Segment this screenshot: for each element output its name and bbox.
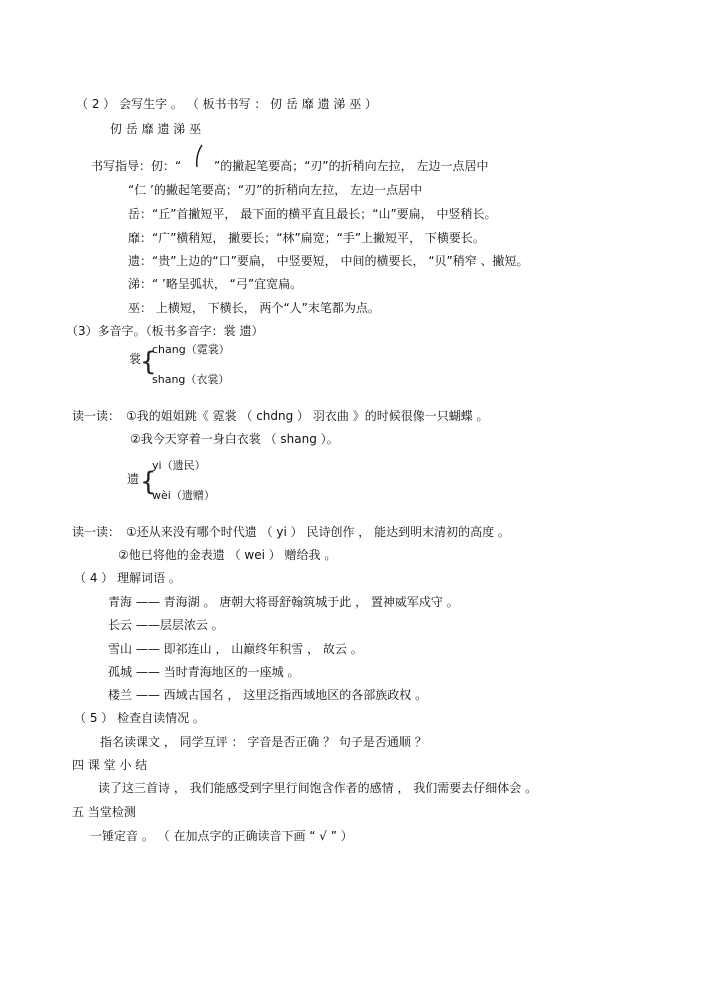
- writing-guide-prefix: 书写指导：仞：“: [91, 159, 182, 173]
- polyphone-char-2: 遗: [127, 472, 140, 486]
- reading-2a: yi（遗民）: [152, 459, 206, 472]
- section-4-heading: （ 4 ） 理解词语 。: [74, 571, 181, 585]
- polyphone-char-1: 裳: [129, 352, 142, 366]
- read-sentence-1b: ②我今天穿着一身白衣裳 （ shang ）。: [130, 432, 339, 446]
- guide-line-1: “仁 ’的撇起笔要高；“刃”的折稍向左拉， 左边一点居中: [128, 183, 423, 197]
- writing-guide-suffix: ”的撇起笔要高；“刃”的折稍向左拉， 左边一点居中: [214, 159, 489, 173]
- test-heading: 五 当堂检测: [72, 805, 136, 819]
- test-body: 一锤定音 。 （ 在加点字的正确读音下画 “ √ ” ）: [90, 829, 353, 843]
- vocab-item: 雪山 —— 即祁连山 ， 山巅终年积雪 ， 故云 。: [108, 642, 363, 656]
- reading-2b: wèi（遗赠）: [152, 489, 215, 502]
- reading-1b: shang（衣裳）: [152, 373, 230, 386]
- read-sentence-2a: ①还从来没有哪个时代遗 （ yi ） 民诗创作 ， 能达到明末清初的高度 。: [126, 525, 510, 539]
- stroke-path: [197, 145, 202, 167]
- vocab-item: 长云 ——层层浓云 。: [108, 618, 224, 632]
- section-2-heading: （ 2 ） 会写生字 。 （ 板书书写 ： 仞 岳 靡 遗 涕 巫 ）: [76, 97, 378, 111]
- brace-1: {: [140, 347, 157, 377]
- read-sentence-2b: ②他已将他的金表遗 （ wei ） 赠给我 。: [118, 548, 337, 562]
- guide-line-5: 涕：“ ’略呈弧状， “弓”宜宽扁。: [128, 277, 303, 291]
- guide-line-6: 巫： 上横短， 下横长， 两个“人”末笔都为点。: [128, 301, 380, 315]
- vocab-item: 楼兰 —— 西域古国名 ， 这里泛指西域地区的各部族政权 。: [108, 688, 428, 702]
- read-aloud-label-1: 读一读：: [72, 409, 121, 423]
- vocab-item: 青海 —— 青海湖 。 唐朝大将哥舒翰筑城于此 ， 置神威军戍守 。: [108, 595, 459, 609]
- section-5-heading: （ 5 ） 检查自读情况 。: [74, 711, 205, 725]
- brace-2: {: [140, 467, 157, 497]
- section-3-heading: （3）多音字。（板书多音字：裳 遗）: [66, 324, 264, 338]
- read-sentence-1a: ①我的姐姐跳《 霓裳 （ chdng ） 羽衣曲 》的时候很像一只蝴蝶 。: [126, 409, 489, 423]
- summary-heading: 四 课 堂 小 结: [72, 758, 148, 772]
- new-characters: 仞 岳 靡 遗 涕 巫: [110, 122, 202, 136]
- stroke-illustration: [190, 142, 216, 170]
- vocab-item: 孤城 —— 当时青海地区的一座城 。: [108, 665, 300, 679]
- section-5-body: 指名读课文 ， 同学互评 ： 字音是否正确 ？ 句子是否通顺 ？: [100, 735, 427, 749]
- reading-1a: chang（霓裳）: [152, 343, 230, 356]
- guide-line-4: 遗：“贵”上边的“口”要扁， 中竖要短， 中间的横要长， “贝”稍窄 、撇短。: [128, 254, 529, 268]
- guide-line-2: 岳：“丘”首撇短平， 最下面的横平直且最长；“山”要扁， 中竖稍长。: [128, 207, 497, 221]
- read-aloud-label-2: 读一读：: [72, 525, 121, 539]
- summary-body: 读了这三首诗 ， 我们能感受到字里行间饱含作者的感情 ， 我们需要去仔细体会 。: [98, 781, 538, 795]
- guide-line-3: 靡：“广”横稍短， 撇要长；“林”扁宽；“手”上撇短平， 下横要长。: [128, 231, 485, 245]
